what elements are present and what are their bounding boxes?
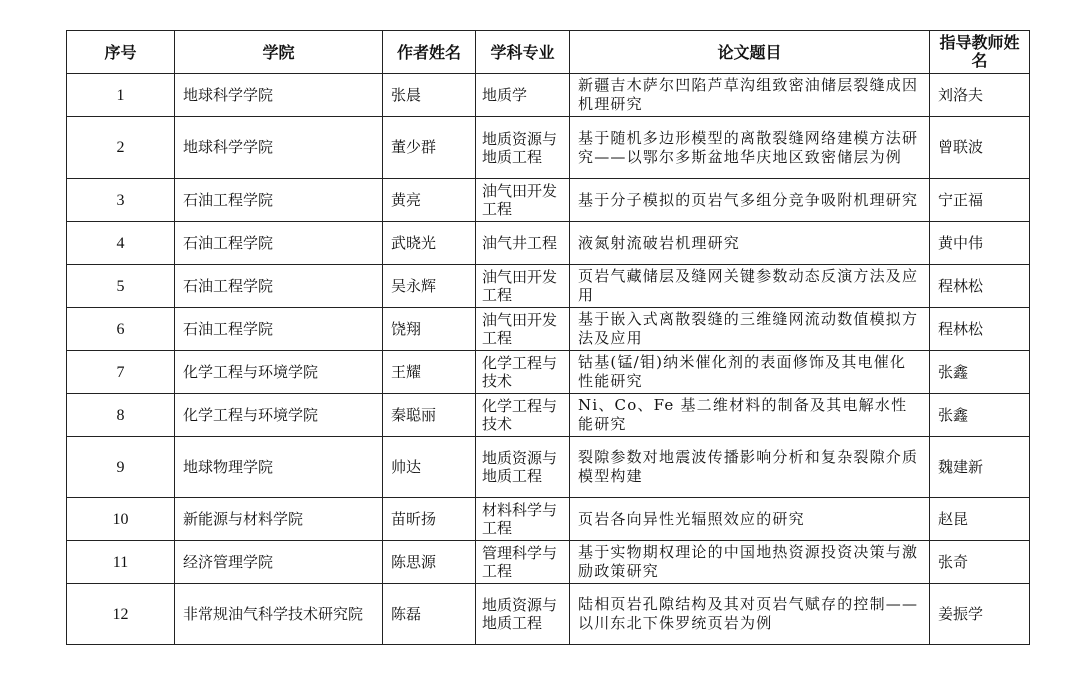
cell-title: 基于随机多边形模型的离散裂缝网络建模方法研究——以鄂尔多斯盆地华庆地区致密储层为例 bbox=[570, 117, 930, 179]
cell-college: 石油工程学院 bbox=[175, 265, 383, 308]
table-row bbox=[67, 308, 1030, 351]
cell-supervisor: 刘洛夫 bbox=[930, 74, 1030, 117]
cell-author: 饶翔 bbox=[383, 308, 476, 351]
thesis-table bbox=[66, 30, 1030, 645]
cell-title: 钴基(锰/钼)纳米催化剂的表面修饰及其电催化性能研究 bbox=[570, 351, 930, 394]
table-row bbox=[67, 265, 1030, 308]
cell-title: 基于分子模拟的页岩气多组分竞争吸附机理研究 bbox=[570, 179, 930, 222]
cell-no: 2 bbox=[67, 117, 175, 179]
table-row bbox=[67, 117, 1030, 179]
cell-college: 化学工程与环境学院 bbox=[175, 394, 383, 437]
table-row bbox=[67, 498, 1030, 541]
table-row bbox=[67, 584, 1030, 645]
header-supervisor: 指导教师姓名 bbox=[930, 31, 1030, 74]
cell-no: 3 bbox=[67, 179, 175, 222]
table-row bbox=[67, 74, 1030, 117]
cell-author: 董少群 bbox=[383, 117, 476, 179]
cell-author: 苗昕扬 bbox=[383, 498, 476, 541]
cell-author: 帅达 bbox=[383, 437, 476, 498]
cell-major: 材料科学与工程 bbox=[476, 498, 570, 541]
cell-no: 7 bbox=[67, 351, 175, 394]
cell-supervisor: 曾联波 bbox=[930, 117, 1030, 179]
cell-author: 武晓光 bbox=[383, 222, 476, 265]
cell-title: 陆相页岩孔隙结构及其对页岩气赋存的控制——以川东北下侏罗统页岩为例 bbox=[570, 584, 930, 645]
cell-title: 页岩各向异性光辐照效应的研究 bbox=[570, 498, 930, 541]
header-college: 学院 bbox=[175, 31, 383, 74]
cell-major: 油气田开发工程 bbox=[476, 308, 570, 351]
cell-author: 秦聪丽 bbox=[383, 394, 476, 437]
header-title: 论文题目 bbox=[570, 31, 930, 74]
cell-major: 油气田开发工程 bbox=[476, 179, 570, 222]
table-row bbox=[67, 541, 1030, 584]
cell-college: 地球科学学院 bbox=[175, 117, 383, 179]
cell-author: 黄亮 bbox=[383, 179, 476, 222]
cell-title: Ni、Co、Fe 基二维材料的制备及其电解水性能研究 bbox=[570, 394, 930, 437]
cell-author: 吴永辉 bbox=[383, 265, 476, 308]
cell-no: 4 bbox=[67, 222, 175, 265]
cell-supervisor: 姜振学 bbox=[930, 584, 1030, 645]
cell-author: 张晨 bbox=[383, 74, 476, 117]
cell-title: 液氮射流破岩机理研究 bbox=[570, 222, 930, 265]
cell-title: 裂隙参数对地震波传播影响分析和复杂裂隙介质模型构建 bbox=[570, 437, 930, 498]
cell-title: 页岩气藏储层及缝网关键参数动态反演方法及应用 bbox=[570, 265, 930, 308]
cell-no: 12 bbox=[67, 584, 175, 645]
table-row bbox=[67, 351, 1030, 394]
cell-major: 油气田开发工程 bbox=[476, 265, 570, 308]
table-row bbox=[67, 222, 1030, 265]
cell-supervisor: 程林松 bbox=[930, 308, 1030, 351]
cell-no: 8 bbox=[67, 394, 175, 437]
cell-no: 1 bbox=[67, 74, 175, 117]
header-no: 序号 bbox=[67, 31, 175, 74]
cell-no: 9 bbox=[67, 437, 175, 498]
cell-title: 基于实物期权理论的中国地热资源投资决策与激励政策研究 bbox=[570, 541, 930, 584]
cell-author: 王耀 bbox=[383, 351, 476, 394]
cell-major: 地质资源与地质工程 bbox=[476, 117, 570, 179]
cell-supervisor: 赵昆 bbox=[930, 498, 1030, 541]
table-row bbox=[67, 394, 1030, 437]
cell-supervisor: 张奇 bbox=[930, 541, 1030, 584]
cell-no: 10 bbox=[67, 498, 175, 541]
table-row bbox=[67, 437, 1030, 498]
cell-major: 化学工程与技术 bbox=[476, 351, 570, 394]
header-row bbox=[67, 31, 1030, 74]
cell-no: 6 bbox=[67, 308, 175, 351]
cell-college: 石油工程学院 bbox=[175, 308, 383, 351]
cell-supervisor: 魏建新 bbox=[930, 437, 1030, 498]
cell-major: 油气井工程 bbox=[476, 222, 570, 265]
cell-title: 基于嵌入式离散裂缝的三维缝网流动数值模拟方法及应用 bbox=[570, 308, 930, 351]
cell-college: 地球科学学院 bbox=[175, 74, 383, 117]
cell-major: 地质资源与地质工程 bbox=[476, 437, 570, 498]
header-author: 作者姓名 bbox=[383, 31, 476, 74]
cell-college: 非常规油气科学技术研究院 bbox=[175, 584, 383, 645]
cell-major: 化学工程与技术 bbox=[476, 394, 570, 437]
cell-college: 地球物理学院 bbox=[175, 437, 383, 498]
cell-supervisor: 张鑫 bbox=[930, 351, 1030, 394]
cell-supervisor: 程林松 bbox=[930, 265, 1030, 308]
cell-author: 陈思源 bbox=[383, 541, 476, 584]
cell-major: 管理科学与工程 bbox=[476, 541, 570, 584]
cell-college: 化学工程与环境学院 bbox=[175, 351, 383, 394]
cell-supervisor: 黄中伟 bbox=[930, 222, 1030, 265]
cell-no: 11 bbox=[67, 541, 175, 584]
cell-no: 5 bbox=[67, 265, 175, 308]
header-major: 学科专业 bbox=[476, 31, 570, 74]
cell-supervisor: 张鑫 bbox=[930, 394, 1030, 437]
cell-title: 新疆吉木萨尔凹陷芦草沟组致密油储层裂缝成因机理研究 bbox=[570, 74, 930, 117]
cell-supervisor: 宁正福 bbox=[930, 179, 1030, 222]
cell-college: 经济管理学院 bbox=[175, 541, 383, 584]
cell-college: 石油工程学院 bbox=[175, 222, 383, 265]
cell-college: 新能源与材料学院 bbox=[175, 498, 383, 541]
cell-major: 地质学 bbox=[476, 74, 570, 117]
cell-major: 地质资源与地质工程 bbox=[476, 584, 570, 645]
cell-college: 石油工程学院 bbox=[175, 179, 383, 222]
cell-author: 陈磊 bbox=[383, 584, 476, 645]
table-row bbox=[67, 179, 1030, 222]
